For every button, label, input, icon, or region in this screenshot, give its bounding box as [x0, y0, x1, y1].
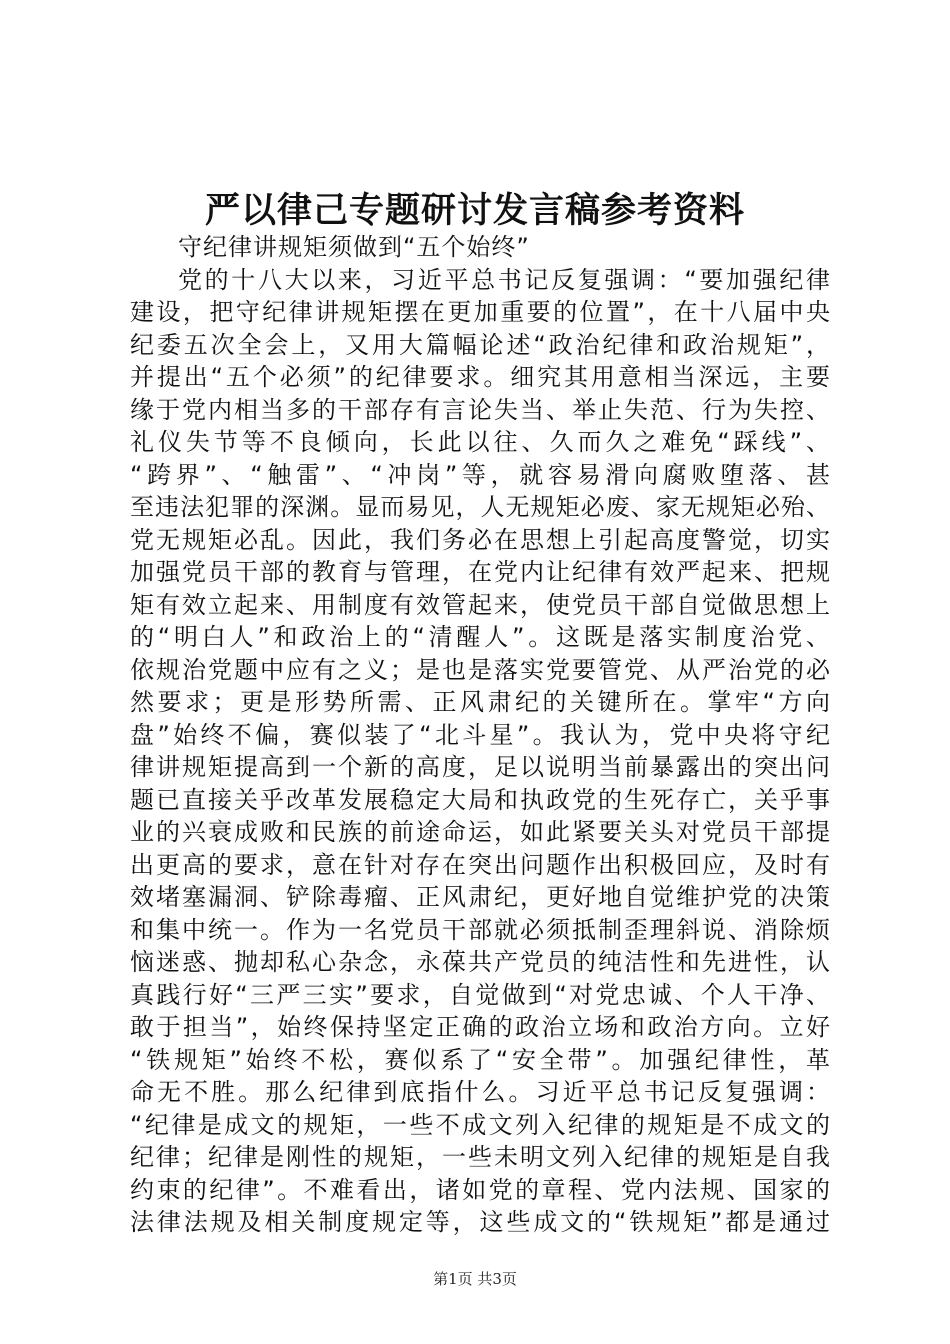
paragraph-line: 盘”始终不偏，赛似装了“北斗星”。我认为，党中央将守纪 [130, 720, 830, 749]
paragraph-line: 法律法规及相关制度规定等，这些成文的“铁规矩”都是通过 [130, 1208, 830, 1236]
paragraph-line: 建设，把守纪律讲规矩摆在更加重要的位置”，在十八届中央 [130, 298, 830, 326]
document-body [130, 231, 830, 1239]
subtitle-line: 守纪律讲规矩须做到“五个始终” [178, 233, 530, 261]
paragraph-line: 效堵塞漏洞、铲除毒瘤、正风肃纪，更好地自觉维护党的决策 [130, 883, 830, 911]
paragraph-line: 业的兴衰成败和民族的前途命运，如此紧要关头对党员干部提 [130, 818, 830, 846]
paragraph-line: 真践行好“三严三实”要求，自觉做到“对党忠诚、个人干净、 [130, 980, 830, 1009]
paragraph-line: 纪委五次全会上，又用大篇幅论述“政治纪律和政治规矩”， [130, 330, 830, 359]
paragraph-line: 纪律；纪律是刚性的规矩，一些未明文列入纪律的规矩是自我 [130, 1143, 830, 1171]
paragraph-line: 礼仪失节等不良倾向，长此以往、久而久之难免“踩线”、 [130, 428, 830, 456]
paragraph-line: 缘于党内相当多的干部存有言论失当、举止失范、行为失控、 [130, 395, 830, 424]
paragraph-line: 敢于担当”，始终保持坚定正确的政治立场和政治方向。立好 [130, 1013, 830, 1041]
paragraph-line: 的“明白人”和政治上的“清醒人”。这既是落实制度治党、 [130, 623, 830, 651]
paragraph-line: 出更高的要求，意在针对存在突出问题作出积极回应，及时有 [130, 850, 830, 879]
paragraph-line: 加强党员干部的教育与管理，在党内让纪律有效严起来、把规 [130, 558, 830, 586]
paragraph-line: 然要求；更是形势所需、正风肃纪的关键所在。掌牢“方向 [130, 688, 830, 716]
paragraph [130, 264, 830, 1239]
page-footer: 第1页 共3页 [433, 1270, 517, 1288]
paragraph-line: 和集中统一。作为一名党员干部就必须抵制歪理斜说、消除烦 [130, 915, 830, 944]
paragraph-line: 并提出“五个必须”的纪律要求。细究其用意相当深远，主要 [130, 363, 830, 391]
paragraph-line: 命无不胜。那么纪律到底指什么。习近平总书记反复强调： [130, 1078, 830, 1106]
paragraph-line: 律讲规矩提高到一个新的高度，足以说明当前暴露出的突出问 [130, 753, 830, 781]
paragraph-line: 约束的纪律”。不难看出，诸如党的章程、党内法规、国家的 [130, 1175, 830, 1204]
paragraph-line: 恼迷惑、抛却私心杂念，永葆共产党员的纯洁性和先进性，认 [130, 948, 830, 976]
paragraph-line: 矩有效立起来、用制度有效管起来，使党员干部自觉做思想上 [130, 590, 830, 619]
paragraph-line: “跨界”、“触雷”、“冲岗”等，就容易滑向腐败堕落、甚 [130, 460, 830, 489]
paragraph-line: 题已直接关乎改革发展稳定大局和执政党的生死存亡，关乎事 [130, 785, 830, 814]
paragraph-line: 至违法犯罪的深渊。显而易见，人无规矩必废、家无规矩必殆、 [130, 493, 830, 521]
paragraph-line: “纪律是成文的规矩，一些不成文列入纪律的规矩是不成文的 [130, 1110, 830, 1139]
paragraph-line: 党的十八大以来，习近平总书记反复强调：“要加强纪律 [178, 265, 830, 294]
document-title: 严以律己专题研讨发言稿参考资料 [204, 190, 745, 231]
paragraph-line: “铁规矩”始终不松，赛似系了“安全带”。加强纪律性，革 [130, 1045, 830, 1074]
paragraph-line: 依规治党题中应有之义；是也是落实党要管党、从严治党的必 [130, 655, 830, 684]
paragraph-line: 党无规矩必乱。因此，我们务必在思想上引起高度警觉，切实 [130, 525, 830, 554]
